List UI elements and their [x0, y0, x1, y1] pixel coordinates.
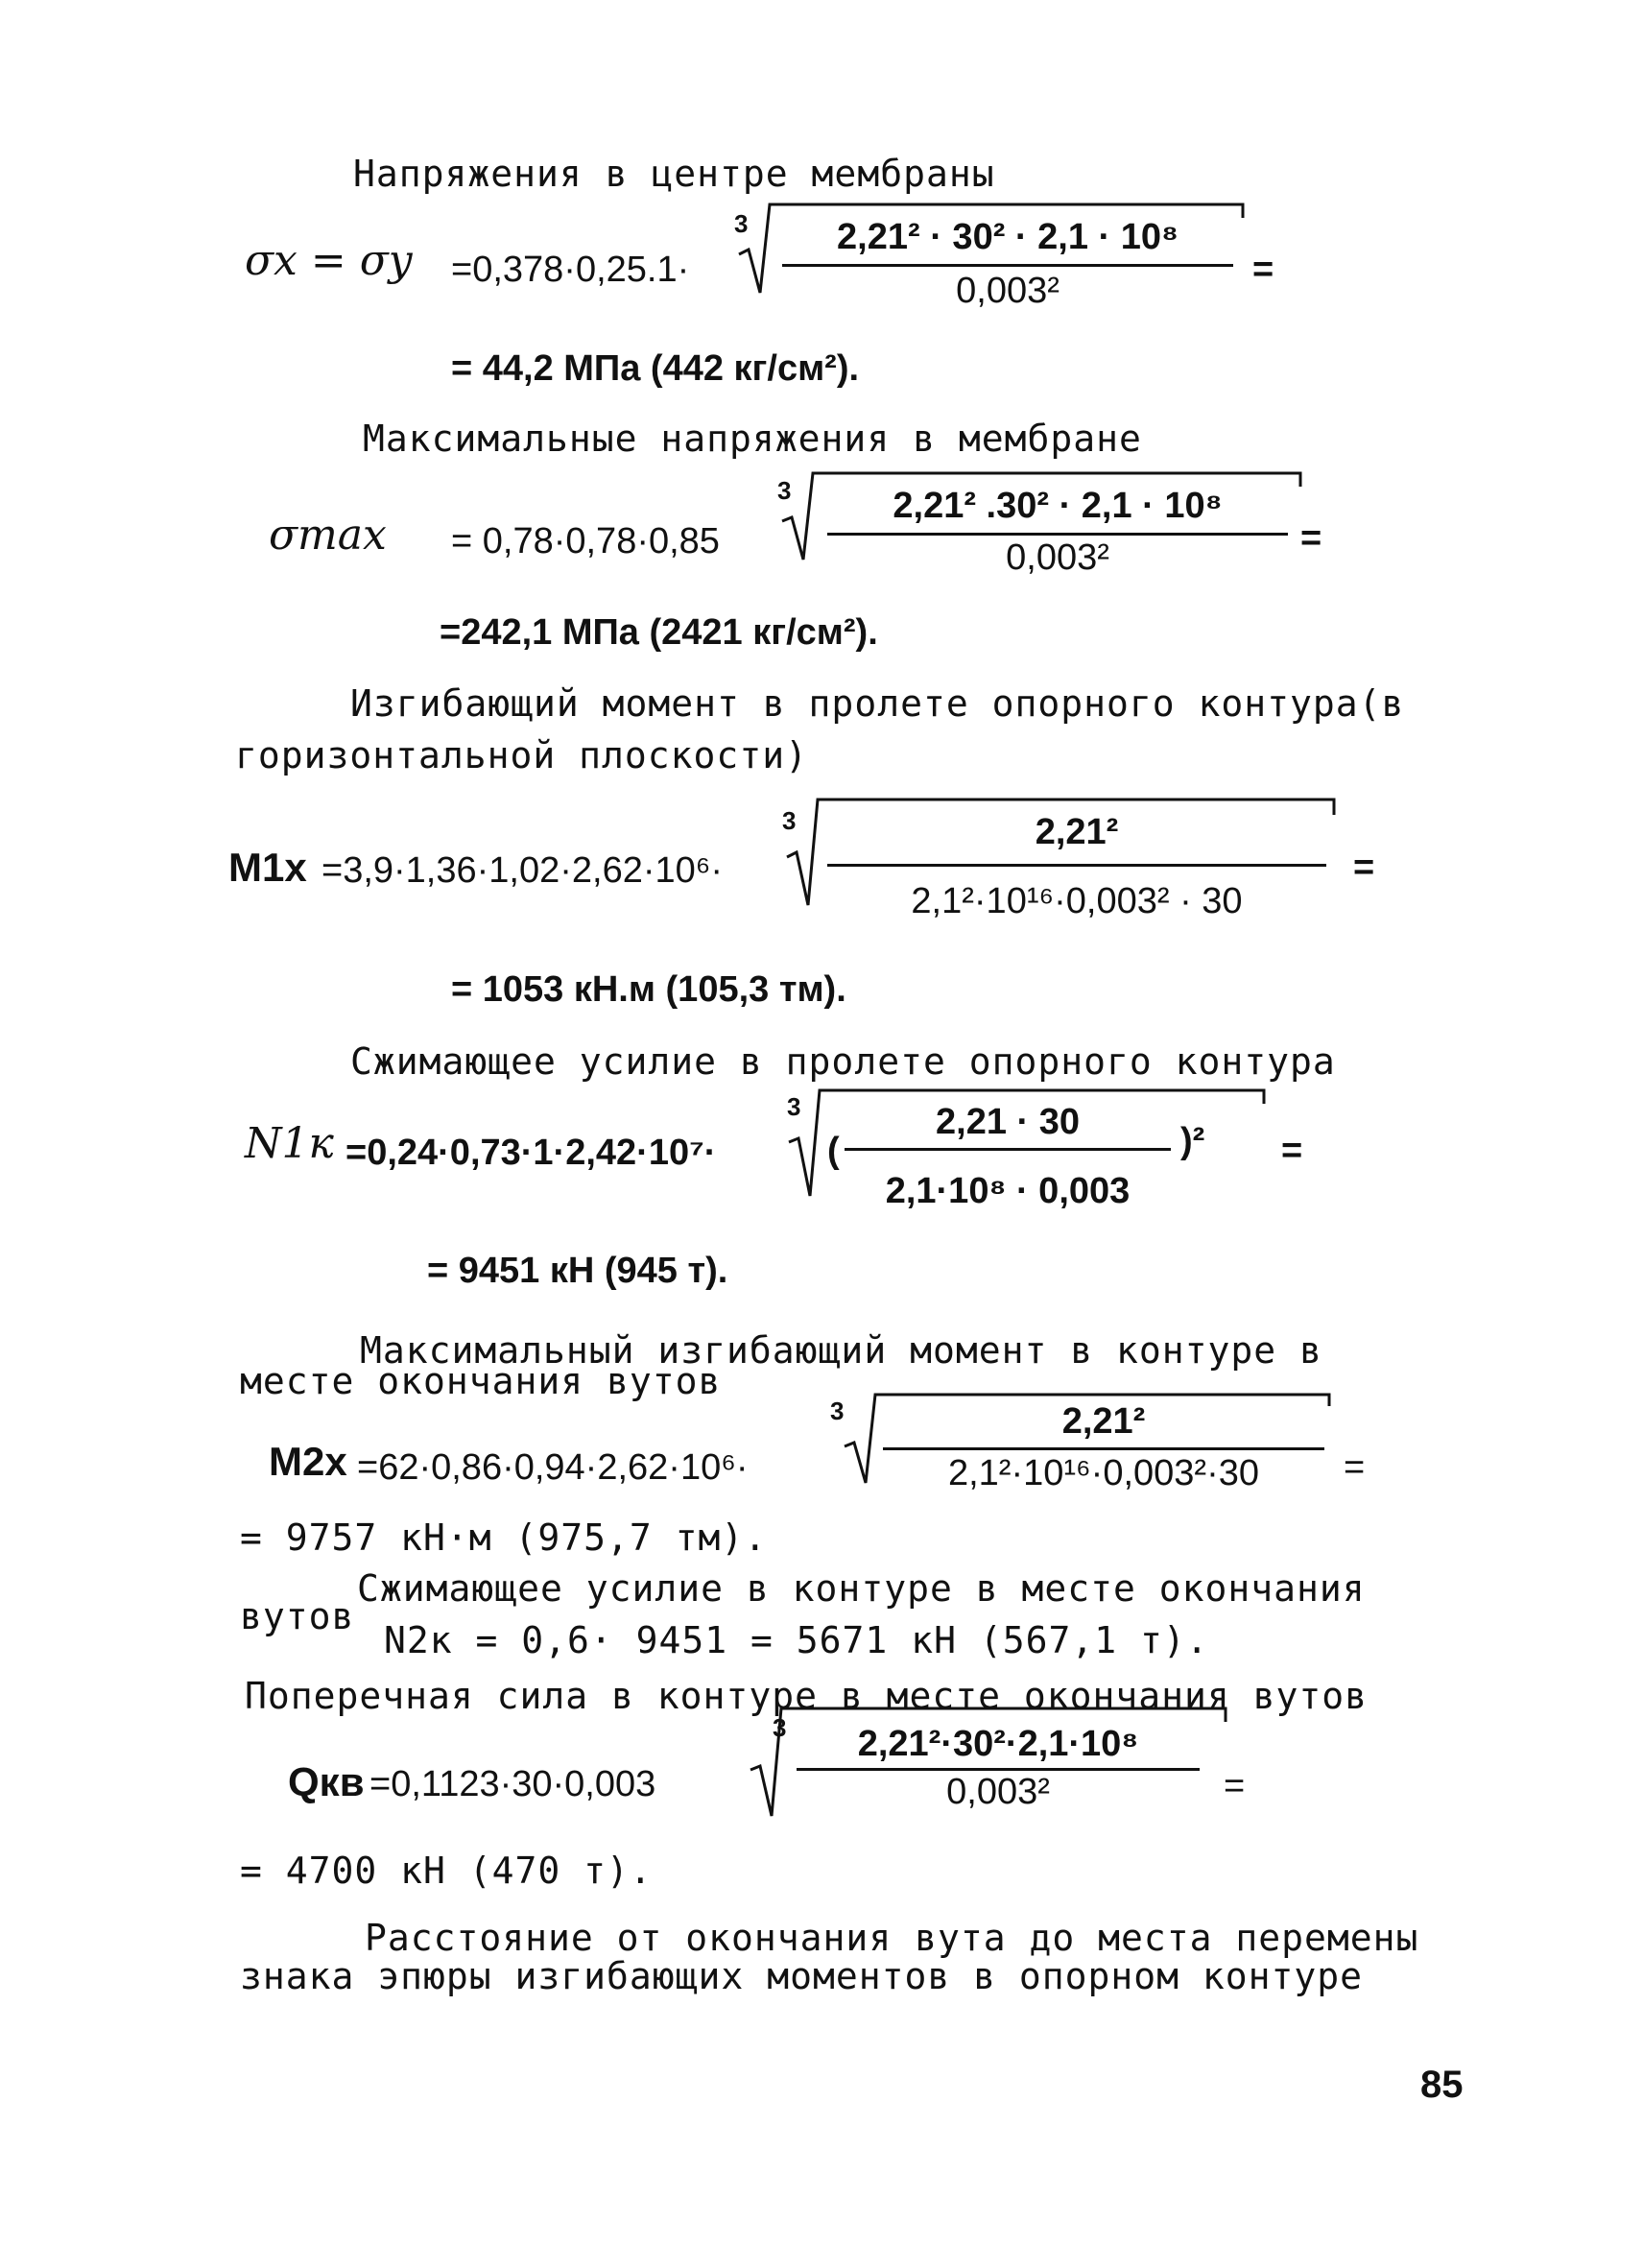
- page-number: 85: [1420, 2064, 1464, 2106]
- heading-max-moment-line2: месте окончания вутов: [240, 1360, 722, 1402]
- fraction-bar: [827, 533, 1288, 536]
- result-value: = 9757 кН·м (975,7 тм).: [240, 1516, 768, 1559]
- root-index: 3: [734, 209, 749, 238]
- formula-lhs-qkv: Qкв: [288, 1759, 365, 1804]
- formula-coef: =0,378·0,25.1·: [451, 250, 690, 290]
- equals-sign: =: [1344, 1447, 1366, 1488]
- fraction-numerator: 2,21² .30² · 2,1 · 10⁸: [893, 486, 1223, 526]
- equals-sign: =: [1252, 250, 1274, 290]
- equals-sign: =: [1281, 1131, 1303, 1171]
- formula-coef: =0,1123·30·0,003: [369, 1764, 656, 1804]
- heading-membrane-center: Напряжения в центре мембраны: [353, 153, 995, 195]
- fraction-denominator: 2,1²·10¹⁶·0,003² · 30: [911, 881, 1243, 921]
- heading-shear-force: Поперечная сила в контуре в месте окончания вутов: [245, 1675, 1369, 1717]
- heading-compressive-contour-line2: вутов: [240, 1595, 355, 1637]
- sigma-x-y-label: σx = σy: [245, 236, 413, 285]
- paragraph-distance-line1: Расстояние от окончания вута до места перемены: [365, 1917, 1419, 1959]
- formula-lhs-sigma-xy: [245, 236, 413, 285]
- fraction: [782, 209, 1233, 315]
- formula-lhs-m2x: M2x: [269, 1439, 347, 1484]
- fraction-numerator: 2,21 · 30: [936, 1102, 1080, 1142]
- equals-sign: =: [1353, 848, 1375, 888]
- fraction-numerator: 2,21²·30²·2,1·10⁸: [857, 1724, 1139, 1764]
- formula-lhs-m1x: M1x: [228, 845, 307, 890]
- heading-bending-moment-line2: горизонтальной плоскости): [235, 734, 808, 776]
- close-paren-squared: )²: [1180, 1121, 1205, 1161]
- paragraph-distance-line2: знака эпюры изгибающих моментов в опорном контуре: [240, 1955, 1364, 1997]
- result-value: = 9451 кН (945 т).: [427, 1251, 728, 1291]
- fraction-denominator: 0,003²: [1006, 537, 1109, 578]
- fraction-bar: [845, 1148, 1171, 1151]
- fraction-bar: [782, 264, 1233, 267]
- fraction: [883, 1403, 1324, 1509]
- n1k-label: N1к: [245, 1119, 334, 1168]
- heading-compressive-force: Сжимающее усилие в пролете опорного контура: [350, 1040, 1336, 1083]
- fraction: [797, 1718, 1200, 1824]
- equals-sign: =: [1224, 1766, 1246, 1806]
- heading-max-moment-line1: Максимальный изгибающий момент в контуре в: [360, 1329, 1322, 1372]
- formula-coef: =3,9·1,36·1,02·2,62·10⁶·: [321, 850, 724, 891]
- fraction-denominator: 2,1·10⁸ · 0,003: [885, 1171, 1131, 1211]
- root-index: 3: [782, 806, 797, 835]
- root-index: 3: [773, 1713, 787, 1742]
- fraction-numerator: 2,21²: [1061, 1401, 1146, 1442]
- heading-bending-moment-line1: Изгибающий момент в пролете опорного контура(в: [350, 682, 1405, 725]
- fraction: [827, 804, 1326, 929]
- fraction-denominator: 0,003²: [956, 271, 1060, 311]
- formula-lhs-sigma-max: [269, 511, 387, 560]
- open-paren: (: [827, 1131, 840, 1171]
- equals-sign: =: [1300, 518, 1322, 559]
- result-value: =242,1 МПа (2421 кг/см²).: [440, 612, 878, 653]
- sigma-max-label: σmax: [269, 511, 387, 560]
- fraction-numerator: 2,21²: [1035, 812, 1119, 852]
- result-value: = 44,2 МПа (442 кг/см²).: [451, 348, 860, 389]
- fraction-denominator: 0,003²: [946, 1772, 1050, 1812]
- formula-lhs-n1k: [245, 1119, 334, 1168]
- root-index: 3: [787, 1092, 801, 1121]
- fraction-denominator: 2,1²·10¹⁶·0,003²·30: [947, 1453, 1260, 1493]
- formula-coef: = 0,78·0,78·0,85: [451, 521, 720, 561]
- root-index: 3: [777, 476, 792, 505]
- fraction: [827, 480, 1288, 585]
- formula-n2k: N2к = 0,6· 9451 = 5671 кН (567,1 т).: [384, 1619, 1209, 1661]
- fraction: [845, 1094, 1171, 1219]
- heading-max-stress: Максимальные напряжения в мембране: [363, 418, 1142, 460]
- fraction-bar: [827, 864, 1326, 867]
- fraction-bar: [797, 1768, 1200, 1771]
- result-value: = 4700 кН (470 т).: [240, 1850, 653, 1892]
- formula-coef: =0,24·0,73·1·2,42·10⁷·: [345, 1133, 717, 1173]
- fraction-numerator: 2,21² · 30² · 2,1 · 10⁸: [837, 217, 1179, 257]
- formula-coef: =62·0,86·0,94·2,62·10⁶·: [357, 1447, 749, 1488]
- fraction-bar: [883, 1447, 1324, 1450]
- result-value: = 1053 кН.м (105,3 тм).: [451, 969, 846, 1010]
- heading-compressive-contour-line1: Сжимающее усилие в контуре в месте окончания: [357, 1567, 1366, 1610]
- root-index: 3: [830, 1397, 845, 1425]
